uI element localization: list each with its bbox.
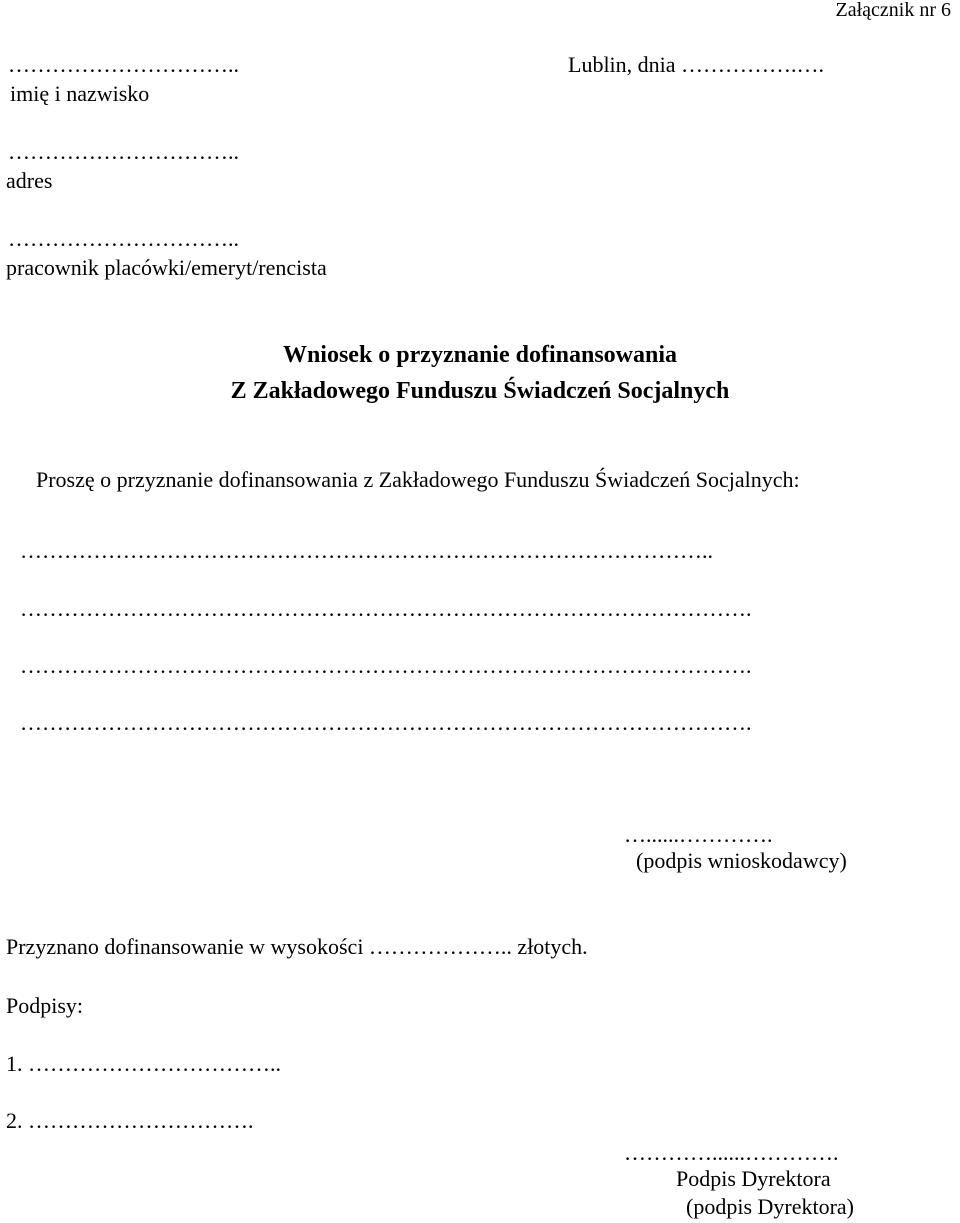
document-title-line1: Wniosek o przyznanie dofinansowania — [282, 342, 678, 368]
applicant-signature-label: (podpis wnioskodawcy) — [636, 848, 847, 873]
signature-line-1: 1. …………………………….. — [6, 1051, 281, 1076]
attachment-number: Załącznik nr 6 — [835, 0, 951, 21]
place-date: Lublin, dnia …………….…. — [568, 52, 825, 77]
applicant-signature-line: …......…………. — [624, 822, 773, 847]
request-dotted-line: ………………………………………………………………………………………. — [20, 596, 752, 621]
granted-amount-text: Przyznano dofinansowanie w wysokości ……………….. złotych. — [6, 934, 588, 959]
address-dotted-line: ………………………….. — [8, 139, 239, 164]
director-signature-line: …………......…………. — [624, 1140, 839, 1165]
request-text: Proszę o przyznanie dofinansowania z Zakładowego Funduszu Świadczeń Socjalnych: — [36, 467, 800, 492]
role-label: pracownik placówki/emeryt/rencista — [6, 255, 327, 280]
request-dotted-line: ………………………………………………………………………………………. — [20, 710, 752, 735]
address-label: adres — [6, 168, 53, 193]
role-dotted-line: ………………………….. — [8, 226, 239, 251]
document-title-line2: Z Zakładowego Funduszu Świadczeń Socjalnych — [230, 378, 730, 404]
director-signature-label: Podpis Dyrektora — [676, 1166, 831, 1191]
request-dotted-line: ………………………………………………………………………………….. — [20, 538, 713, 563]
signatures-label: Podpisy: — [6, 993, 84, 1018]
signature-line-2: 2. …………………………. — [6, 1108, 254, 1133]
request-dotted-line: ………………………………………………………………………………………. — [20, 653, 752, 678]
director-signature-sublabel: (podpis Dyrektora) — [686, 1194, 855, 1219]
name-label: imię i nazwisko — [10, 81, 150, 106]
name-dotted-line: ………………………….. — [8, 52, 239, 77]
